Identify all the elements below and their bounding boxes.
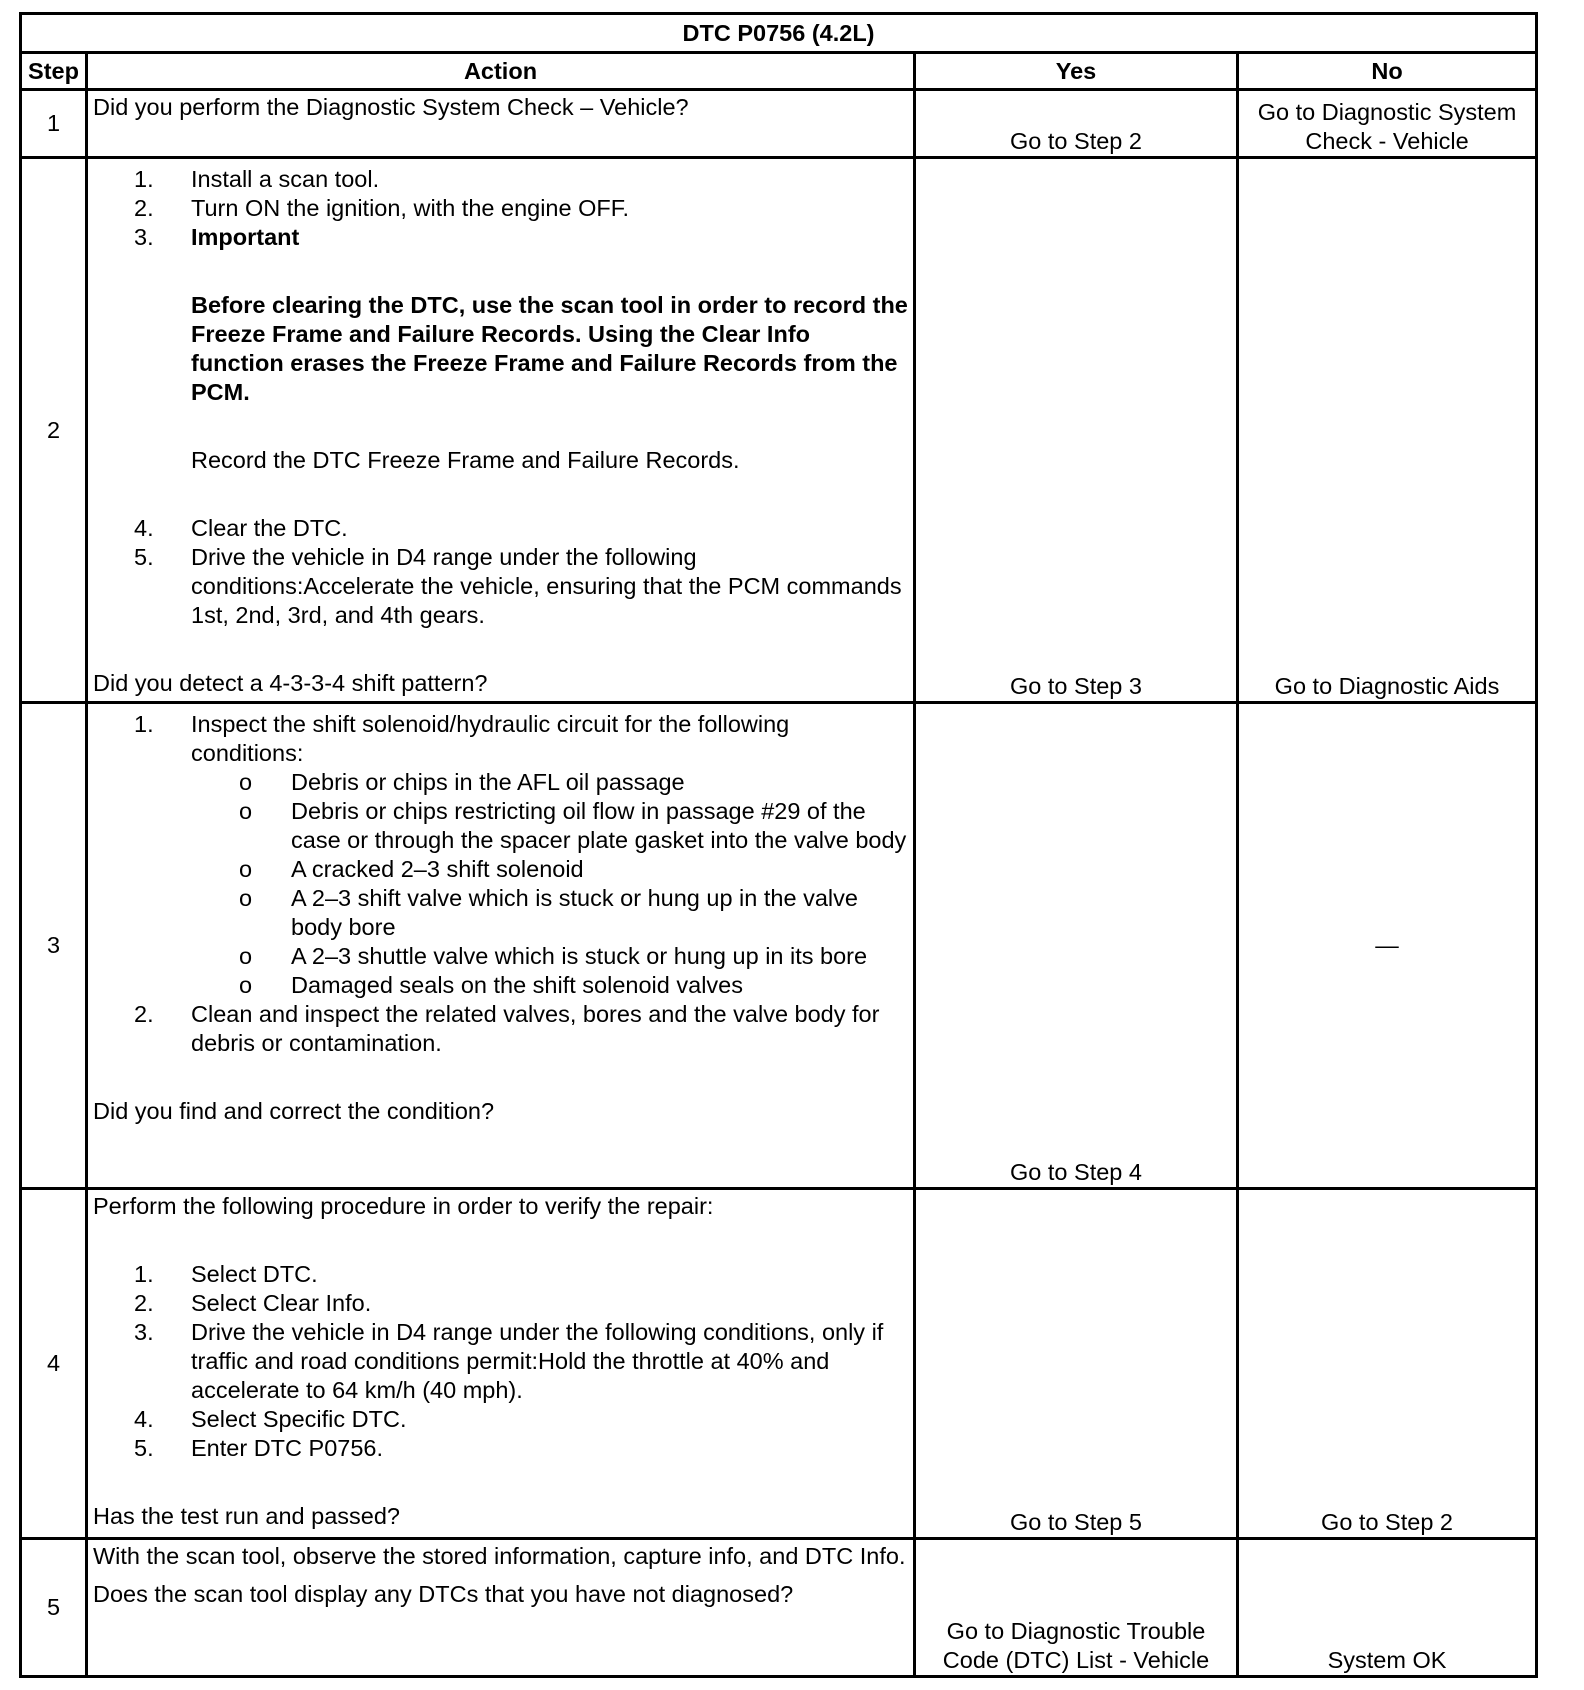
question-text: Did you detect a 4-3-3-4 shift pattern? xyxy=(93,670,488,696)
step-number: 1 xyxy=(21,90,87,158)
intro-text: Perform the following procedure in order to verify the repair: xyxy=(93,1193,714,1219)
no-cell: System OK xyxy=(1238,1539,1537,1677)
record-instruction: Record the DTC Freeze Frame and Failure Records. xyxy=(191,447,740,473)
procedure-list xyxy=(93,710,908,1058)
action-cell xyxy=(87,1539,915,1677)
question-text: Does the scan tool display any DTCs that you have not diagnosed? xyxy=(93,1581,794,1607)
list-item: Select Specific DTC. xyxy=(191,1406,407,1432)
action-cell xyxy=(87,703,915,1189)
header-step: Step xyxy=(21,53,87,90)
list-item: Select DTC. xyxy=(191,1261,318,1287)
header-yes: Yes xyxy=(915,53,1238,90)
list-item: Install a scan tool. xyxy=(191,166,380,192)
intro-text: With the scan tool, observe the stored information, capture info, and DTC Info. xyxy=(93,1543,906,1569)
procedure-list xyxy=(93,165,908,630)
step-number: 2 xyxy=(21,158,87,703)
table-row xyxy=(21,1539,1537,1677)
yes-cell: Go to Step 5 xyxy=(915,1189,1238,1539)
list-item: Drive the vehicle in D4 range under the following conditions, only if traffic and road conditions permit:Hold the throttle at 40% and accelerate to 64 km/h (40 mph). xyxy=(191,1319,884,1403)
important-heading: Important xyxy=(191,224,300,250)
step-number: 5 xyxy=(21,1539,87,1677)
action-cell xyxy=(87,158,915,703)
list-item: Drive the vehicle in D4 range under the following conditions:Accelerate the vehicle, ensuring that the PCM commands 1st, 2nd, 3rd, and 4th gears. xyxy=(191,544,902,628)
yes-cell: Go to Step 4 xyxy=(915,703,1238,1189)
question-text: Did you perform the Diagnostic System Check – Vehicle? xyxy=(93,94,689,120)
sub-item: o Debris or chips in the AFL oil passage xyxy=(291,768,908,797)
sub-item: o A 2–3 shift valve which is stuck or hung up in the valve body bore xyxy=(291,884,908,942)
list-item-text: Inspect the shift solenoid/hydraulic circuit for the following conditions: xyxy=(191,711,790,766)
yes-cell: Go to Step 2 xyxy=(915,90,1238,158)
no-cell: Go to Diagnostic System Check - Vehicle xyxy=(1238,90,1537,158)
no-cell: Go to Diagnostic Aids xyxy=(1238,158,1537,703)
list-item xyxy=(191,710,908,1000)
action-cell xyxy=(87,90,915,158)
no-cell: Go to Step 2 xyxy=(1238,1189,1537,1539)
step-number: 4 xyxy=(21,1189,87,1539)
condition-list xyxy=(191,768,908,1000)
sub-item: o A 2–3 shuttle valve which is stuck or hung up in its bore xyxy=(291,942,908,971)
sub-item: o Damaged seals on the shift solenoid valves xyxy=(291,971,908,1000)
step-number: 3 xyxy=(21,703,87,1189)
table-row xyxy=(21,1189,1537,1539)
list-item: Turn ON the ignition, with the engine OFF. xyxy=(191,195,630,221)
no-cell: — xyxy=(1238,703,1537,1189)
header-no: No xyxy=(1238,53,1537,90)
list-item: Clear the DTC. xyxy=(191,515,348,541)
table-row xyxy=(21,90,1537,158)
list-item: Clean and inspect the related valves, bores and the valve body for debris or contamination. xyxy=(191,1001,880,1056)
question-text: Did you find and correct the condition? xyxy=(93,1098,495,1124)
yes-cell: Go to Step 3 xyxy=(915,158,1238,703)
list-item: Enter DTC P0756. xyxy=(191,1435,384,1461)
sub-item: o A cracked 2–3 shift solenoid xyxy=(291,855,908,884)
procedure-list xyxy=(93,1260,908,1463)
question-text: Has the test run and passed? xyxy=(93,1503,401,1529)
table-row xyxy=(21,703,1537,1189)
yes-cell: Go to Diagnostic Trouble Code (DTC) List - Vehicle xyxy=(915,1539,1238,1677)
table-row xyxy=(21,158,1537,703)
important-note: Before clearing the DTC, use the scan tool in order to record the Freeze Frame and Failure Records. Using the Clear Info function erases the Freeze Frame and Failure Records from the PCM. xyxy=(191,292,908,405)
list-item xyxy=(191,223,908,475)
action-cell xyxy=(87,1189,915,1539)
sub-item: o Debris or chips restricting oil flow in passage #29 of the case or through the spacer plate gasket into the valve body xyxy=(291,797,908,855)
list-item: Select Clear Info. xyxy=(191,1290,372,1316)
dtc-table xyxy=(19,12,1538,1678)
table-title: DTC P0756 (4.2L) xyxy=(21,14,1537,53)
header-action: Action xyxy=(87,53,915,90)
